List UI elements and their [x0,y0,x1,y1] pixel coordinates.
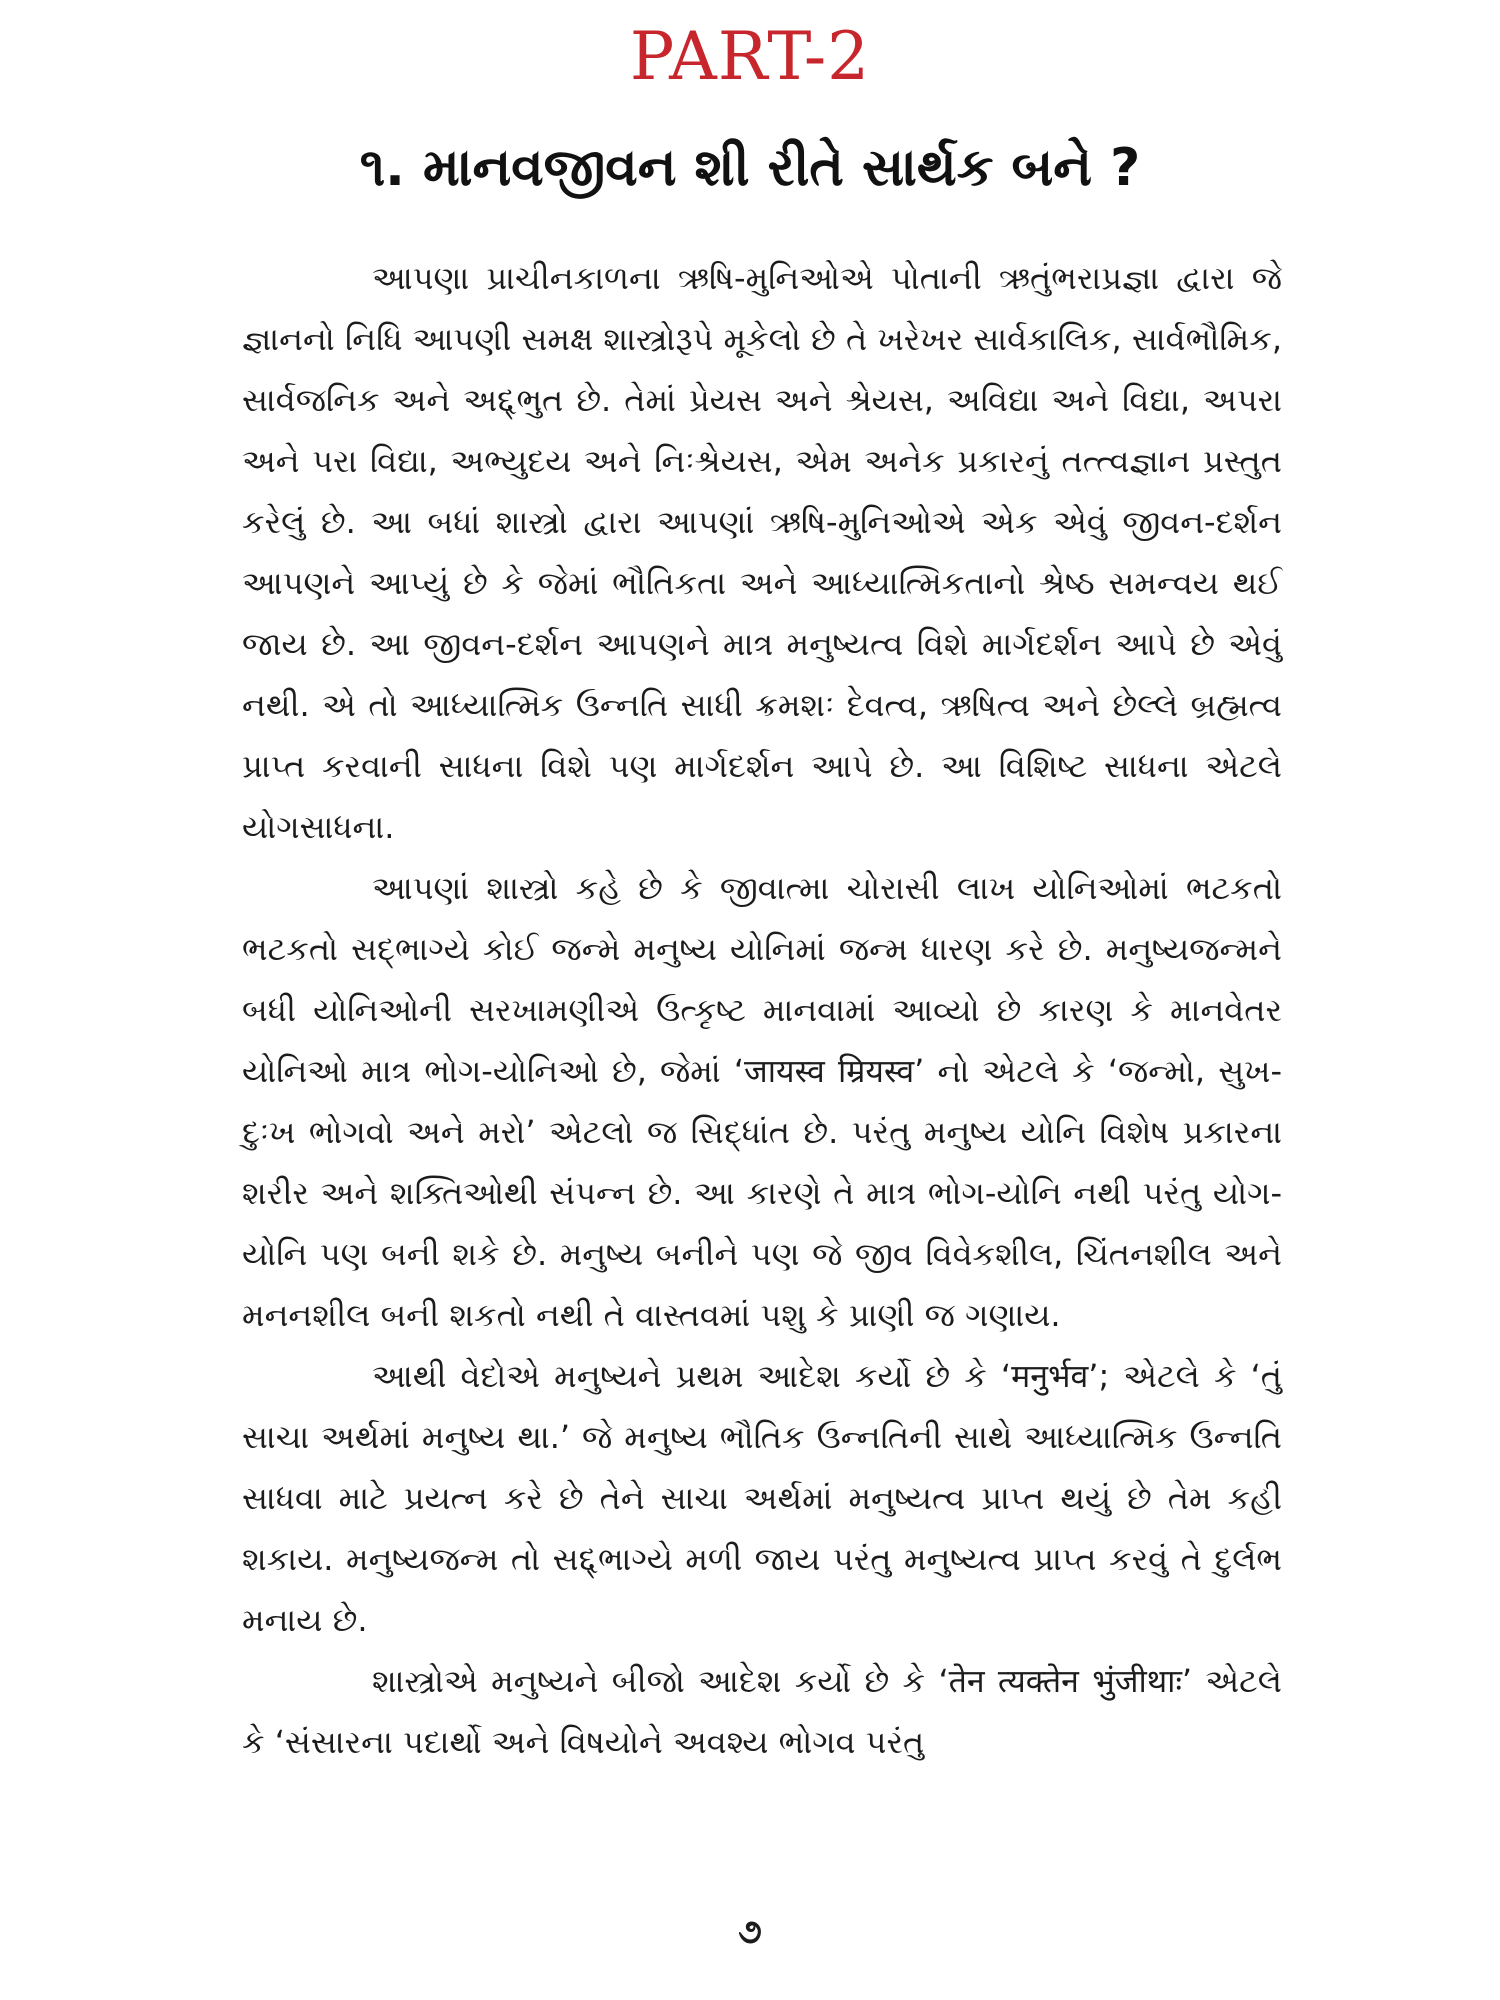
paragraph-4: શાસ્ત્રોએ મનુષ્યને બીજો આદેશ કર્યો છે કે ‘तेन त्यक्तेन भुंजीथाः’ એટલે કે ‘સંસારના પદાર્થો અને વિષયોને અવશ્ય ભોગવ પરંતુ [242,1662,1282,1761]
paragraph-2: આપણાં શાસ્ત્રો કહે છે કે જીવાત્મા ચોરાસી લાખ યોનિઓમાં ભટકતો ભટકતો સદ્ભાગ્યે કોઈ જન્મે મનુષ્ય યોનિમાં જન્મ ધારણ કરે છે. મનુષ્યજન્મને બધી યોનિઓની સરખામણીએ ઉત્કૃષ્ટ માનવામાં આવ્યો છે કારણ કે માનવેતર યોનિઓ માત્ર ભોગ-યોનિઓ છે, જેમાં ‘जायस्व म्रियस्व’ નો એટલે કે ‘જન્મો, સુખ-દુઃખ ભોગવો અને મરો’ એટલો જ સિદ્ધાંત છે. પરંતુ મનુષ્ય યોનિ વિશેષ પ્રકારના શરીર અને શક્તિઓથી સંપન્ન છે. આ કારણે તે માત્ર ભોગ-યોનિ નથી પરંતુ યોગ-યોનિ પણ બની શકે છે. મનુષ્ય બનીને પણ જે જીવ વિવેકશીલ, ચિંતનશીલ અને મનનશીલ બની શકતો નથી તે વાસ્તવમાં પશુ કે પ્રાણી જ ગણાય. [242,869,1282,1334]
paragraph-1: આપણા પ્રાચીનકાળના ઋષિ-મુનિઓએ પોતાની ઋતુંભરાપ્રજ્ઞા દ્વારા જે જ્ઞાનનો નિધિ આપણી સમક્ષ શાસ્ત્રોરૂપે મૂકેલો છે તે ખરેખર સાર્વકાલિક, સાર્વભૌમિક, સાર્વજનિક અને અદ્દ્ભુત છે. તેમાં પ્રેયસ અને શ્રેયસ, અવિદ્યા અને વિદ્યા, અપરા અને પરા વિદ્યા, અભ્યુદય અને નિઃશ્રેયસ, એમ અનેક પ્રકારનું તત્ત્વજ્ઞાન પ્રસ્તુત કરેલું છે. આ બધાં શાસ્ત્રો દ્વારા આપણાં ઋષિ-મુનિઓએ એક એવું જીવન-દર્શન આપણને આપ્યું છે કે જેમાં ભૌતિકતા અને આધ્યાત્મિકતાનો શ્રેષ્ઠ સમન્વય થઈ જાય છે. આ જીવન-દર્શન આપણને માત્ર મનુષ્યત્વ વિશે માર્ગદર્શન આપે છે એવું નથી. એ તો આધ્યાત્મિક ઉન્નતિ સાધી ક્રમશઃ દેવત્વ, ઋષિત્વ અને છેલ્લે બ્રહ્મત્વ પ્રાપ્ત કરવાની સાધના વિશે પણ માર્ગદર્શન આપે છે. આ વિશિષ્ટ સાધના એટલે યોગસાધના. [242,259,1282,846]
chapter-title: ૧. માનવજીવન શી રીતે સાર્થક બને ? [359,138,1141,198]
paragraph-3: આથી વેદોએ મનુષ્યને પ્રથમ આદેશ કર્યો છે કે ‘मनुर्भव’; એટલે કે ‘તું સાચા અર્થમાં મનુષ્ય થા.’ જે મનુષ્ય ભૌતિક ઉન્નતિની સાથે આધ્યાત્મિક ઉન્નતિ સાધવા માટે પ્રયત્ન કરે છે તેને સાચા અર્થમાં મનુષ્યત્વ પ્રાપ્ત થયું છે તેમ કહી શકાય. મનુષ્યજન્મ તો સદ્દ્ભાગ્યે મળી જાય પરંતુ મનુષ્યત્વ પ્રાપ્ત કરવું તે દુર્લભ મનાય છે. [242,1357,1282,1639]
body-text [242,248,1282,1773]
part-heading: PART-2 [629,18,871,95]
page-number: ૭ [738,1912,762,1952]
